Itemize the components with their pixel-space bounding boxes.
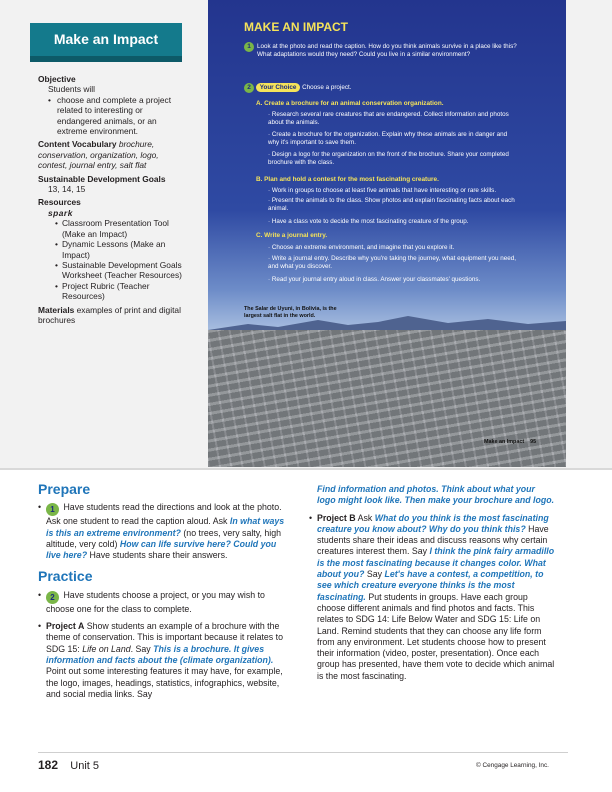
prepare-text: (no trees, very salty, high altitude, very cold) [46,527,282,549]
q2-text: Choose a project. [302,84,352,91]
right-column [309,484,555,688]
q1-number: 1 [244,42,254,52]
unit-label: Unit 5 [70,760,100,772]
materials-block [38,305,188,326]
project-a-text: Show students an example of a brochure with the theme of conservation. This is important because it relates to SDG 15: [46,621,283,654]
option-a-heading: A. Create a brochure for an animal conservation organization. [256,100,444,107]
step-1-badge: 1 [46,503,59,516]
project-a-label: Project A [46,621,85,632]
copyright: © Cengage Learning, Inc. [476,762,549,769]
q2-line [244,83,544,93]
lesson-sidebar [38,72,188,325]
salt-flat-ground [208,330,566,467]
q2-number: 2 [244,83,254,93]
top-panel-divider [0,468,612,470]
book-footer-label: Make an Impact [484,439,525,445]
project-b-quote: I think the pink fairy armadillo is the most fascinating because it changes color. What about you? [317,546,555,580]
prepare-text: Have students share their answers. [87,550,228,561]
banner-fold [30,56,182,62]
option-b-item: · Have a class vote to decide the most fascinating creature of the group. [268,218,469,225]
objective-intro: Students will [48,84,96,95]
resource-item: • Dynamic Lessons (Make an Impact) [38,239,188,260]
sdg-values: 13, 14, 15 [48,184,86,195]
project-a-text: Point out some interesting features it may have, for example, the logo, images, headings, statistics, infographics, website, and social media links. Say [46,666,283,699]
option-c-heading: C. Write a journal entry. [256,232,328,239]
project-b-label: Project B [317,512,356,523]
project-a-text: . Say [130,643,154,654]
project-a-item [38,621,292,700]
objective-item: • choose and complete a project related to interesting or endangered animals, or an extreme environment. [38,95,188,137]
prepare-heading: Prepare [38,481,91,497]
vocab-heading: Content Vocabulary [38,139,117,150]
page-number: 182 [38,758,59,772]
resource-item: • Sustainable Development Goals Worksheet (Teacher Resources) [38,260,188,281]
student-book-page [208,0,566,467]
option-a-item: · Create a brochure for the organization. Explain why these animals are in danger and why it's important to save them. [268,131,508,147]
option-b-item: · Work in groups to choose at least five animals that have interesting or rare skills. [268,187,497,194]
sdg-heading: Sustainable Development Goals [38,173,166,184]
option-a-item: · Design a logo for the organization on the front of the brochure. Share your completed brochure with the class. [268,151,509,167]
book-footer-page: 95 [530,439,537,445]
option-b-heading: B. Plan and hold a contest for the most fascinating creature. [256,176,439,183]
resources-heading: Resources [38,197,81,208]
project-b-quote: Let's have a contest, a competition, to see which creature everyone thinks is the most fascinating. [317,569,544,602]
prepare-question: In what ways is this an extreme environment? [46,516,285,538]
project-a-quote: Find information and photos. Think about what your logo might look like. Then make your brochure and logo. [317,484,555,506]
project-a-continued [309,484,555,507]
q1-marker [244,42,256,52]
objective-heading: Objective [38,74,76,84]
your-choice-badge: Your Choice [256,83,301,92]
spark-logo: spark [48,207,73,218]
project-b-quote: What do you think is the most fascinating creature you know about? Why do you think this? [317,512,549,534]
project-b-item [309,513,555,682]
prepare-item [38,502,292,561]
lesson-banner: Make an Impact [30,23,182,56]
option-c-item: · Read your journal entry aloud in class. Answer your classmates' questions. [268,276,481,283]
project-b-text: Put students in groups. Have each group choose different animals and find photos and facts. This relates to SDG 14: Life Below Water and SDG 15: Life on Land. Remind students that they can choose any life form from any environment. Let students choose how to present their information (video, poster, presentation). Once each group has presented, have them vote to decide which animal is the most fascinating. [317,591,555,681]
book-page-footer [484,439,536,445]
footer-divider [38,752,568,753]
option-c-item: · Choose an extreme environment, and imagine that you explore it. [268,244,455,251]
project-b-text: Ask [355,512,375,523]
materials-heading: Materials [38,304,75,315]
book-title: MAKE AN IMPACT [244,20,348,34]
sdg-name: Life on Land [82,643,131,654]
left-column [38,481,292,706]
q1-text: Look at the photo and read the caption. How do you think animals survive in a place like this? What adaptations would they need? Could you live in a similar environment? [257,43,517,59]
project-b-text: Say [364,569,385,580]
resource-item: • Project Rubric (Teacher Resources) [38,281,188,302]
option-a-item: · Research several rare creatures that are endangered. Collect information and photos about the animals. [268,111,509,127]
vocab-block [38,139,188,170]
step-2-badge: 2 [46,591,59,604]
practice-item [38,590,292,615]
photo-caption: The Salar de Uyuni, in Bolivia, is the largest salt flat in the world. [244,306,337,319]
footer-page-info [38,758,99,772]
resource-item: • Classroom Presentation Tool (Make an Impact) [38,218,188,239]
practice-heading: Practice [38,568,93,585]
project-b-text: Have students share their ideas and discuss reasons why certain creatures interest them. Say [317,523,549,557]
practice-text: Have students choose a project, or you may wish to choose one for the class to complete. [46,589,265,614]
prepare-question: How can life survive here? Could you live here? [46,538,277,561]
option-b-item: · Present the animals to the class. Show photos and explain fascinating facts about each animal. [268,197,515,213]
prepare-text: Have students read the directions and look at the photo. Ask one student to read the caption aloud. Ask [46,502,282,527]
project-a-quote: This is a brochure. It gives information and facts about the (climate organization). [46,643,274,665]
option-c-item: · Write a journal entry. Describe why you're taking the journey, what equipment you need, and what you discover. [268,255,516,271]
materials-text: examples of print and digital brochures [38,304,181,325]
vocab-terms: brochure, conservation, organization, logo, contest, journal entry, salt flat [38,139,159,171]
